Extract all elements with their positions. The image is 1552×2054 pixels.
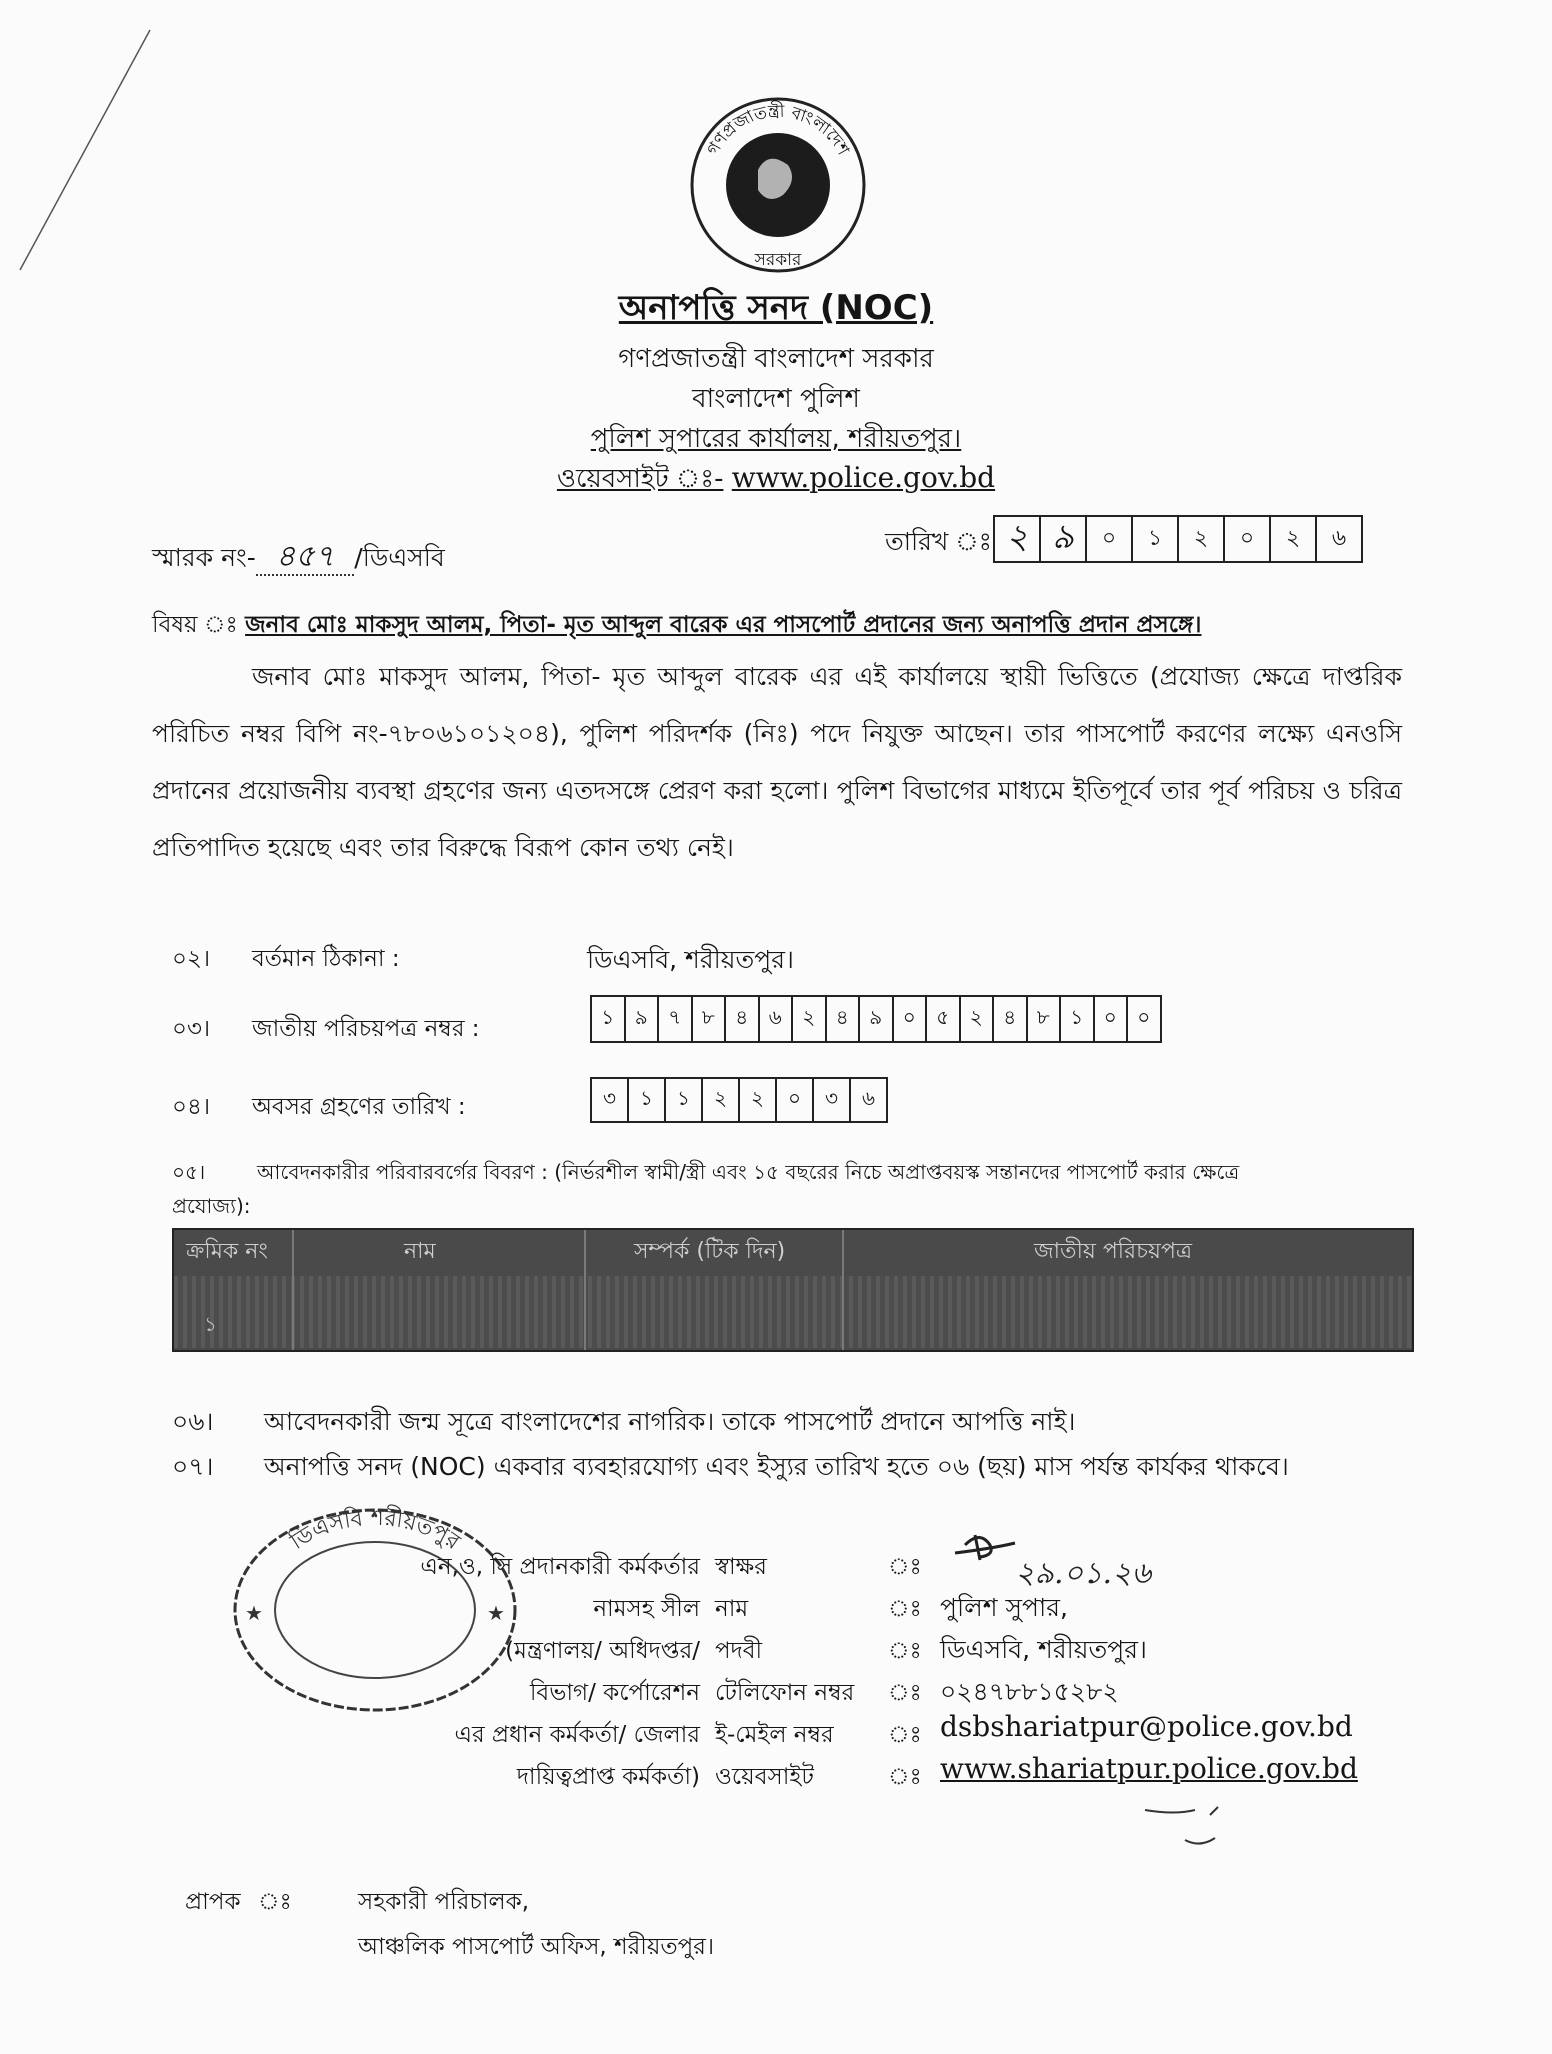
sig-left-line: নামসহ সীল [593,1596,700,1622]
office-name: পুলিশ সুপারের কার্যালয়, শরীয়তপুর। [590,424,962,454]
item-label: আবেদনকারীর পরিবারবর্গের বিবরণ : (নির্ভরশীল স্বামী/স্ত্রী এবং ১৫ বছরের নিচে অপ্রাপ্তবয়স্ক সন্তানদের পাসপোর্ট করার ক্ষেত্রে [257,1160,1240,1184]
item-text: অনাপত্তি সনদ (NOC) একবার ব্যবহারযোগ্য এবং ইস্যুর তারিখ হতে ০৬ (ছয়) মাস পর্যন্ত কার্যকর থাকবে। [264,1452,1289,1481]
digit-box: ৯ [626,997,660,1041]
office-stamp [225,1500,525,1720]
sig-left-line: এর প্রধান কর্মকর্তা/ জেলার [454,1722,700,1748]
digit-box: ০ [1087,517,1133,561]
date-label: তারিখ ঃ [885,527,992,556]
officer-designation: ডিএসবি, শরীয়তপুর। [940,1635,1147,1664]
field-website-label: ওয়েবসাইট [715,1764,814,1790]
digit-box: ৬ [760,997,794,1041]
recipient-label: প্রাপক [185,1889,241,1915]
digit-box: ০ [1225,517,1271,561]
digit-box: ২ [740,1079,777,1121]
handwritten-date: ২৯.০১.২৬ [1015,1556,1152,1591]
item-label: জাতীয় পরিচয়পত্র নম্বর : [252,1016,480,1042]
field-phone-label: টেলিফোন নম্বর [715,1680,855,1706]
field-name-label: নাম [715,1596,749,1622]
digit-box: ৩ [592,1079,629,1121]
pen-mark [1140,1800,1230,1860]
subject-label: বিষয় ঃ [152,612,238,638]
officer-name: পুলিশ সুপার, [940,1593,1068,1622]
recipient-colon: ঃ [258,1889,292,1915]
digit-box: ৪ [994,997,1028,1041]
column-divider [842,1230,844,1350]
stamp-text: ডিএসবি শরীয়তপুর [286,1505,465,1556]
digit-box: ১ [1061,997,1095,1041]
scan-edge-line [0,0,200,300]
sig-left-line: বিভাগ/ কর্পোরেশন [529,1680,700,1706]
svg-text:★: ★ [245,1601,263,1625]
digit-box: ৮ [1028,997,1062,1041]
digit-box: ২ [995,517,1041,561]
field-signature-label: স্বাক্ষর [715,1554,767,1580]
subject-text: জনাব মোঃ মাকসুদ আলম, পিতা- মৃত আব্দুল বারেক এর পাসপোর্ট প্রদানের জন্য অনাপত্তি প্রদান প্রসঙ্গে। [245,612,1202,638]
digit-box: ০ [1095,997,1129,1041]
memo-suffix: /ডিএসবি [354,543,445,572]
item-label-continued: প্রযোজ্য): [172,1194,251,1218]
digit-box: ১ [629,1079,666,1121]
column-divider [292,1230,294,1350]
address-value: ডিএসবি, শরীয়তপুর। [587,945,794,974]
memo-number [152,532,445,583]
government-name: গণপ্রজাতন্ত্রী বাংলাদেশ সরকার [618,344,934,374]
colon: ঃ [888,1638,922,1664]
digit-box: ৪ [827,997,861,1041]
table-row [174,1276,1412,1348]
page-title: অনাপত্তি সনদ (NOC) [618,288,934,328]
colon: ঃ [888,1764,922,1790]
item-number: ০৭। [172,1452,214,1481]
recipient-line1: সহকারী পরিচালক, [358,1889,530,1915]
item-label: অবসর গ্রহণের তারিখ : [252,1094,466,1120]
item-number: ০৩। [172,1016,211,1042]
seal-bottom-text: সরকার [754,250,802,270]
body-paragraph: জনাব মোঃ মাকসুদ আলম, পিতা- মৃত আব্দুল বারেক এর এই কার্যালয়ে স্থায়ী ভিত্তিতে (প্রযোজ্য ক্ষেত্রে দাপ্তরিক পরিচিত নম্বর বিপি নং-৭৮০৬১০১২০৪), পুলিশ পরিদর্শক (নিঃ) পদে নিযুক্ত আছেন। তার পাসপোর্ট করণের লক্ষ্যে এনওসি প্রদানের প্রয়োজনীয় ব্যবস্থা গ্রহণের জন্য এতদসঙ্গে প্রেরণ করা হলো। পুলিশ বিভাগের মাধ্যমে ইতিপূর্বে তার পূর্ব পরিচয় ও চরিত্র প্রতিপাদিত হয়েছে এবং তার বিরুদ্ধে বিরূপ কোন তথ্য নেই। [152,662,1402,862]
colon: ঃ [888,1596,922,1622]
digit-box: ১ [592,997,626,1041]
column-header: নাম [404,1239,436,1264]
digit-box: ৪ [726,997,760,1041]
column-divider [584,1230,586,1350]
family-table [172,1228,1414,1352]
department-name: বাংলাদেশ পুলিশ [692,384,860,414]
digit-box: ৩ [814,1079,851,1121]
subject-line [152,606,1201,645]
digit-box: ২ [961,997,995,1041]
sig-left-line: দায়িত্বপ্রাপ্ত কর্মকর্তা) [516,1764,700,1790]
digit-box: ৭ [659,997,693,1041]
item-text: আবেদনকারী জন্ম সূত্রে বাংলাদেশের নাগরিক। তাকে পাসপোর্ট প্রদানে আপত্তি নাই। [264,1407,1076,1436]
header-website [0,458,1552,502]
digit-box: ২ [1271,517,1317,561]
item-number: ০৪। [172,1094,211,1120]
column-header: ক্রমিক নং [186,1239,268,1264]
digit-box: ০ [894,997,928,1041]
memo-label: স্মারক নং- [152,543,256,572]
digit-box: ১ [666,1079,703,1121]
item-label: বর্তমান ঠিকানা : [252,946,400,972]
government-seal-logo [688,95,868,275]
field-email-label: ই-মেইল নম্বর [715,1722,834,1748]
digit-box: ৮ [693,997,727,1041]
digit-box: ২ [793,997,827,1041]
row-serial: ১ [204,1312,217,1336]
digit-box: ২ [1179,517,1225,561]
digit-box: ০ [777,1079,814,1121]
svg-text:★: ★ [487,1601,505,1625]
colon: ঃ [888,1680,922,1706]
digit-box: ২ [703,1079,740,1121]
date-boxes [993,515,1363,563]
officer-website[interactable]: www.shariatpur.police.gov.bd [940,1752,1358,1785]
retirement-date-boxes [590,1077,888,1123]
column-header: জাতীয় পরিচয়পত্র [1034,1239,1193,1264]
digit-box: ০ [1137,1004,1151,1029]
sig-left-line: এন,ও, সি প্রদানকারী কর্মকর্তার [420,1554,700,1580]
digit-box: ১ [1133,517,1179,561]
digit-box: ৯ [860,997,894,1041]
column-header: সম্পর্ক (টিক দিন) [634,1239,786,1264]
seal-top-text: গণপ্রজাতন্ত্রী বাংলাদেশ [703,101,853,159]
nid-boxes [590,995,1162,1043]
website-link[interactable]: www.police.gov.bd [731,461,996,494]
item-number: ০৬। [172,1407,214,1436]
officer-phone: ০২৪৭৮৮১৫২৮২ [940,1677,1119,1706]
handwritten-signature [945,1525,1175,1595]
website-label: ওয়েবসাইট ঃ- [556,464,724,494]
digit-box: ৬ [861,1085,875,1110]
sig-left-line: (মন্ত্রণালয়/ অধিদপ্তর/ [505,1638,700,1664]
officer-email[interactable]: dsbshariatpur@police.gov.bd [940,1710,1353,1743]
recipient-line2: আঞ্চলিক পাসপোর্ট অফিস, শরীয়তপুর। [358,1934,715,1960]
digit-box: ৫ [927,997,961,1041]
colon: ঃ [888,1554,922,1580]
item-number: ০২। [172,946,211,972]
digit-box: ৯ [1041,517,1087,561]
field-designation-label: পদবী [715,1638,763,1664]
item-number: ০৫। [172,1160,206,1184]
colon: ঃ [888,1722,922,1748]
memo-number-value: ৪৫৭ [256,539,354,576]
digit-box: ৬ [1331,525,1347,551]
